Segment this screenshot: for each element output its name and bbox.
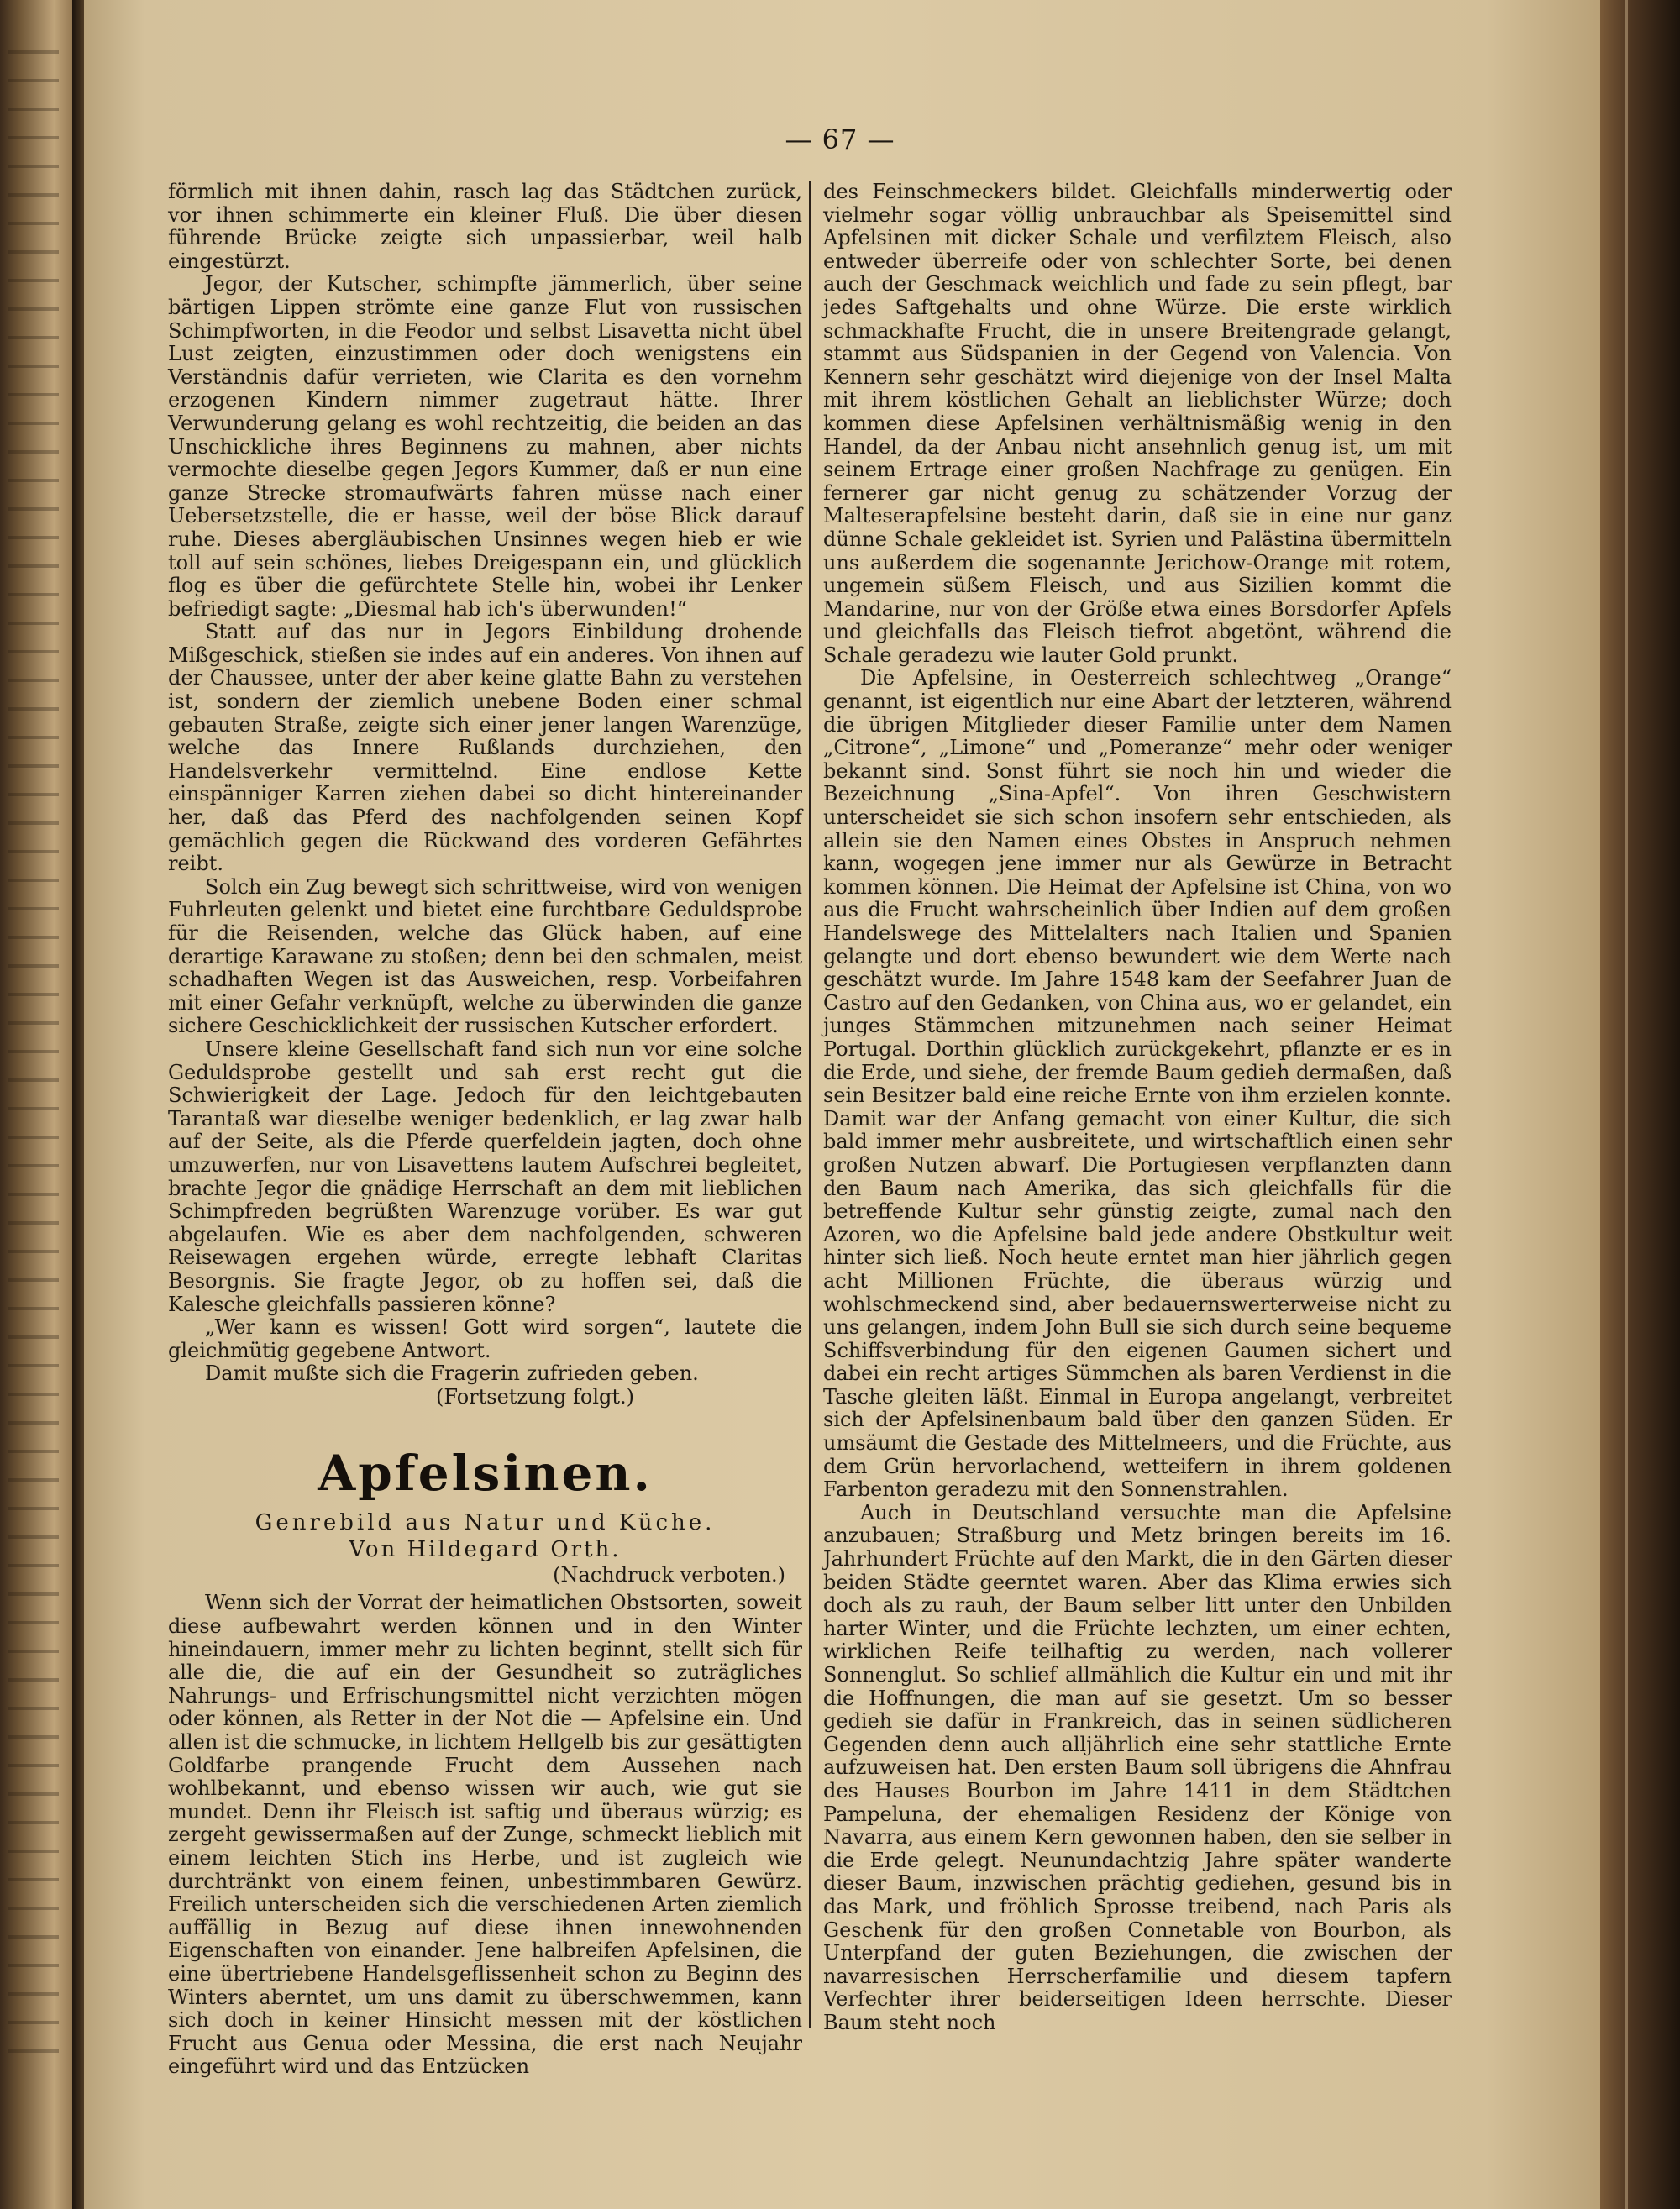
right-column xyxy=(823,181,1452,2035)
paragraph: „Wer kann es wissen! Gott wird sorgen“, lautete die gleichmütig gegebene Antwort. xyxy=(168,1315,802,1362)
paragraph: Solch ein Zug bewegt sich schrittweise, wird von wenigen Fuhrleuten gelenkt und bietet eine furchtbare Geduldsprobe für die Reisenden, welche das Glück haben, auf eine derartige Karawane zu stoßen; denn bei den schmalen, meist schadhaften Wegen ist das Ausweichen, resp. Vorbeifahren mit einer Gefahr verknüpft, welche zu überwinden die ganze sichere Geschicklichkeit der russischen Kutscher erfordert. xyxy=(168,874,802,1038)
right-page-edge xyxy=(1600,0,1680,2209)
article-heading xyxy=(168,1444,802,1563)
paragraph: förmlich mit ihnen dahin, rasch lag das Städtchen zurück, vor ihnen schimmerte ein kleiner Fluß. Die über diesen führende Brücke zeigte sich unpassierbar, weil halb eingestürzt. xyxy=(168,180,802,273)
paragraph: Jegor, der Kutscher, schimpfte jämmerlich, über seine bärtigen Lippen strömte eine ganze Flut von russischen Schimpfworten, in die Feodor und selbst Lisavetta nicht übel Lust zeigten, einzustimmen oder doch wenigstens ein Verständnis dafür verrieten, wie Clarita es den vornehm erzogenen Kindern nimmer zugetraut hätte. Ihrer Verwunderung gelang es wohl rechtzeitig, die beiden an das Unschickliche ihres Beginnens zu mahnen, aber nichts vermochte dieselbe gegen Jegors Kummer, daß er nun eine ganze Strecke stromaufwärts fahren müsse nach einer Uebersetzstelle, die er hasse, weil der böse Blick darauf ruhe. Dieses abergläubischen Unsinnes wegen hieb er wie toll auf sein schönes, liebes Dreigespann ein, und glücklich flog es über die gefürchtete Stelle hin, wobei ihr Lenker befriedigt sagte: „Diesmal hab ich's überwunden!“ xyxy=(168,272,802,621)
paragraph: des Feinschmeckers bildet. Gleichfalls minderwertig oder vielmehr sogar völlig unbrauchbar als Speisemittel sind Apfelsinen mit dicker Schale und verfilztem Fleisch, also entweder überreife oder von schlechter Sorte, bei denen auch der Geschmack weichlich und fade zu sein pflegt, bar jedes Saftgehalts und ohne Würze. Die erste wirklich schmackhafte Frucht, die in unsere Breitengrade gelangt, stammt aus Südspanien in der Gegend von Valencia. Von Kennern sehr geschätzt wird diejenige von der Insel Malta mit ihrem köstlichen Gehalt an lieblichster Würze; doch kommen diese Apfelsinen verhältnismäßig wenig in den Handel, da der Anbau nicht ansehnlich genug ist, um mit seinem Ertrage einer großen Nachfrage zu genügen. Ein fernerer gar nicht genug zu schätzender Vorzug der Malteserapfelsine besteht darin, daß sie in eine nur ganz dünne Schale gekleidet ist. Syrien und Palästina übermitteln uns außerdem die sogenannte Jerichow-Orange mit rotem, ungemein süßem Fleisch, und aus Sizilien kommt die Mandarine, nur von der Größe etwa eines Borsdorfer Apfels und gleichfalls das Fleisch tiefrot abgetönt, während die Schale geradezu wie lauter Gold prunkt. xyxy=(823,180,1452,667)
article-subtitle: Genrebild aus Natur und Küche. xyxy=(255,1510,716,1536)
left-page-edge xyxy=(0,0,77,2209)
paragraph: Die Apfelsine, in Oesterreich schlechtweg „Orange“ genannt, ist eigentlich nur eine Abart der letzteren, während die übrigen Mitglieder dieser Familie unter dem Namen „Citrone“, „Limone“ und „Pomeranze“ mehr oder weniger bekannt sind. Sonst führt sie noch hin und wieder die Bezeichnung „Sina-Apfel“. Von ihren Geschwistern unterscheidet sie sich schon insofern sehr entschieden, als allein sie den Namen eines Obstes in Anspruch nehmen kann, wogegen jene immer nur als Gewürze in Betracht kommen können. Die Heimat der Apfelsine ist China, von wo aus die Frucht wahrscheinlich über Indien auf dem großen Handelswege des Mittelalters nach Italien und Spanien gelangte und dort ebenso bewundert wie dem Werte nach geschätzt wurde. Im Jahre 1548 kam der Seefahrer Juan de Castro auf den Gedanken, von China aus, wo er gelandet, ein junges Stämmchen mitzunehmen nach seiner Heimat Portugal. Dorthin glücklich zurückgekehrt, pflanzte er es in die Erde, und siehe, der fremde Baum gedieh dermaßen, daß sein Besitzer bald eine reiche Ernte von ihm erzielen konnte. Damit war der Anfang gemacht von einer Kultur, die sich bald immer mehr ausbreitete, und wirtschaftlich einen sehr großen Nutzen abwarf. Die Portugiesen verpflanzten dann den Baum nach Amerika, das sich gleichfalls für die betreffende Kultur sehr günstig zeigte, zumal nach den Azoren, wo die Apfelsine bald jede andere Obstkultur weit hinter sich ließ. Noch heute erntet man hier jährlich gegen acht Millionen Früchte, die überaus würzig und wohlschmeckend sind, aber bedauernswerterweise nicht zu uns gelangen, indem John Bull sie sich durch seine bequeme Schiffsverbindung für den eigenen Gaumen sichert und dabei ein recht artiges Sümmchen als baren Verdienst in die Tasche gleiten läßt. Einmal in Europa angelangt, verbreitet sich der Apfelsinenbaum bald über den ganzen Süden. Er umsäumt die Gestade des Mittelmeers, und die Früchte, aus dem Grün hervorlachend, wetteifern in ihrem goldenen Farbenton geradezu mit den Sonnenstrahlen. xyxy=(823,666,1452,1502)
page-number: — 67 — xyxy=(785,123,895,155)
column-divider xyxy=(809,181,811,2028)
article-author: Von Hildegard Orth. xyxy=(349,1537,622,1563)
page-edge-line xyxy=(1625,0,1628,2209)
left-page-text-strip xyxy=(8,50,59,2066)
paragraph: Damit mußte sich die Fragerin zufrieden geben. xyxy=(205,1362,699,1386)
paragraph: Auch in Deutschland versuchte man die Apfelsine anzubauen; Straßburg und Metz bringen bereits im 16. Jahrhundert Früchte auf den Markt, die in den Gärten dieser beiden Städte geerntet waren. Aber das Klima erwies sich doch als zu rauh, der Baum selber litt unter den Unbilden harter Winter, und die Früchte lechzten, um einer echten, wirklichen Reife teilhaftig zu werden, nach vollerer Sonnenglut. So schlief allmählich die Kultur ein und mit ihr die Hoffnungen, die man auf sie gesetzt. Um so besser gedieh sie dafür in Frankreich, das in seinen südlicheren Gegenden denn auch alljährlich eine sehr stattliche Ernte aufzuweisen hat. Den ersten Baum soll übrigens die Ahnfrau des Hauses Bourbon im Jahre 1411 in dem Städtchen Pampeluna, der ehemaligen Residenz der Könige von Navarra, aus einem Kern gewonnen haben, den sie selber in die Erde gelegt. Neunundachtzig Jahre später wanderte dieser Baum, inzwischen prächtig gediehen, gesund bis in das Mark, und fröhlich Sprosse treibend, nach Paris als Geschenk für den großen Connetable von Bourbon, als Unterpfand der guten Beziehungen, die zwischen der navarresischen Herrscherfamilie und diesem tapfern Verfechter ihrer beiderseitigen Ideen herrschte. Dieser Baum steht noch xyxy=(823,1500,1452,2034)
continuation-note: (Fortsetzung folgt.) xyxy=(436,1384,634,1409)
reprint-note: (Nachdruck verboten.) xyxy=(553,1563,785,1587)
left-column xyxy=(168,181,802,2079)
article-title: Apfelsinen. xyxy=(318,1445,653,1503)
paragraph: Unsere kleine Gesellschaft fand sich nun vor eine solche Geduldsprobe gestellt und sah erst recht gut die Schwierigkeit der Lage. Jedoch für den leichtgebauten Tarantaß war dieselbe weniger bedenklich, er lag zwar halb auf der Seite, als die Pferde querfeldein jagten, doch ohne umzuwerfen, nur von Lisavettens lautem Aufschrei begleitet, brachte Jegor die gnädige Herrschaft an dem mit lieblichen Schimpfreden begrüßten Warenzuge vorüber. Es war gut abgelaufen. Wie es aber dem nachfolgenden, schweren Reisewagen ergehen würde, erregte lebhaft Claritas Besorgnis. Sie fragte Jegor, ob zu hoffen sei, daß die Kalesche gleichfalls passieren könne? xyxy=(168,1036,802,1316)
paragraph: Wenn sich der Vorrat der heimatlichen Obstsorten, soweit diese aufbewahrt werden können und in den Winter hineindauern, immer mehr zu lichten beginnt, stellt sich für alle die, die auf ein der Gesundheit so zuträgliches Nahrungs- und Erfrischungsmittel nicht verzichten mögen oder können, als Retter in der Not die — Apfelsine ein. Und allen ist die schmucke, in lichtem Hellgelb bis zur gesättigten Goldfarbe prangende Frucht dem Aussehen nach wohlbekannt, und ebenso wissen wir auch, wie gut sie mundet. Denn ihr Fleisch ist saftig und überaus würzig; es zergeht gewissermaßen auf der Zunge, schmeckt lieblich mit einem leichten Stich ins Herbe, und ist zugleich wie durchtränkt von einem feinen, unbestimmbaren Gewürz. Freilich unterscheiden sich die verschiedenen Arten ziemlich auffällig in Bezug auf diese ihnen innewohnenden Eigenschaften von einander. Jene halbreifen Apfelsinen, die eine übertriebene Handelsgeflissenheit schon zu Beginn des Winters aberntet, um uns damit zu überschwemmen, kann sich doch in keiner Hinsicht messen mit der köstlichen Frucht aus Genua oder Messina, die erst nach Neujahr eingeführt wird und das Entzücken xyxy=(168,1591,802,2079)
paragraph: Statt auf das nur in Jegors Einbildung drohende Mißgeschick, stießen sie indes auf ein anderes. Von ihnen auf der Chaussee, unter der aber keine glatte Bahn zu verstehen ist, sondern der ziemlich unebene Boden einer schmal gebauten Straße, zeigte sich einer jener langen Warenzüge, welche das Innere Rußlands durchziehen, den Handelsverkehr vermittelnd. Eine endlose Kette einspänniger Karren ziehen dabei so dicht hintereinander her, daß das Pferd des nachfolgenden seinen Kopf gemächlich gegen die Rückwand des vorderen Gefährtes reibt. xyxy=(168,620,802,876)
